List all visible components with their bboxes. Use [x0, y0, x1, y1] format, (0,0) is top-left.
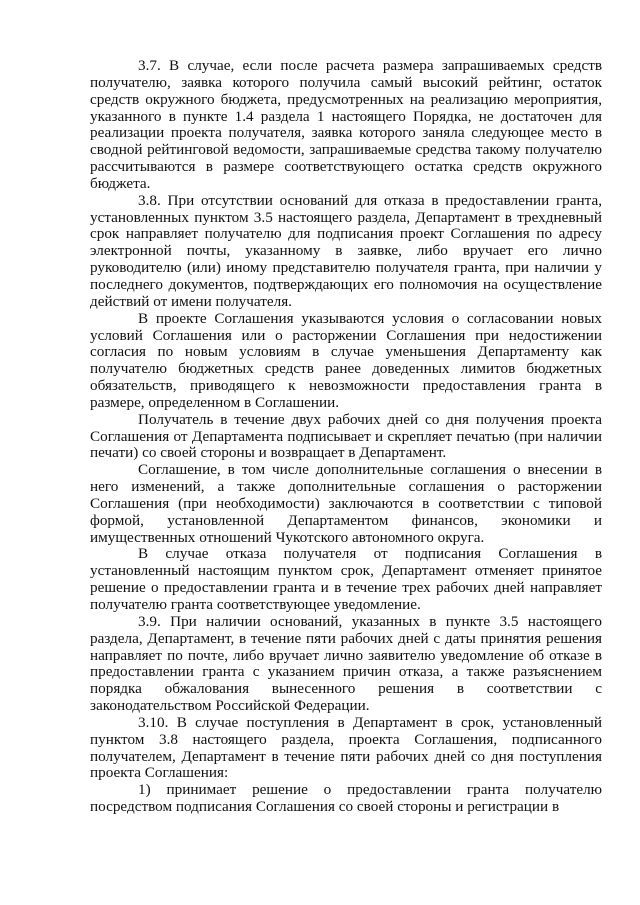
paragraph-3-9: 3.9. При наличии оснований, указанных в пункте 3.5 настоящего раздела, Департамент, в течение пяти рабочих дней с даты принятия решения направляет по почте, либо вручает лично заявителю уведомление об отказе в предоставлении гранта с указанием причин отказа, а также разъяснением порядка обжалования вынесенного решения в соответствии с законодательством Российской Федерации.	[90, 612, 602, 715]
paragraph-3-10: 3.10. В случае поступления в Департамент в срок, установленный пунктом 3.8 настоящего раздела, проекта Соглашения, подписанного получателем, Департамент в течение пяти рабочих дней со дня поступления проекта Соглашения:	[90, 713, 602, 782]
document-page	[90, 58, 602, 816]
paragraph-3-8: 3.8. При отсутствии оснований для отказа в предоставлении гранта, установленных пунктом 3.5 настоящего раздела, Департамент в трехдневный срок направляет получателю для подписания проект Соглашения по адресу электронной почты, указанному в заявке, либо вручает его лично руководителю (или) иному представителю получателя гранта, при наличии у последнего документов, подтверждающих его полномочия на осуществление действий от имени получателя.	[90, 191, 602, 310]
paragraph-refusal-to-sign: В случае отказа получателя от подписания Соглашения в установленный настоящим пунктом срок, Департамент отменяет принятое решение о предоставлении гранта и в течение трех рабочих дней направляет получателю гранта соответствующее уведомление.	[90, 545, 602, 613]
paragraph-recipient-signing: Получатель в течение двух рабочих дней со дня получения проекта Соглашения от Департамента подписывает и скрепляет печатью (при наличии печати) со своей стороны и возвращает в Департамент.	[90, 410, 602, 462]
paragraph-3-7: 3.7. В случае, если после расчета размера запрашиваемых средств получателю, заявка которого получила самый высокий рейтинг, остаток средств окружного бюджета, предусмотренных на реализацию мероприятия, указанного в пункте 1.4 раздела 1 настоящего Порядка, не достаточен для реализации проекта получателя, заявка которого заняла следующее место в сводной рейтинговой ведомости, запрашиваемые средства такому получателю рассчитываются в размере соответствующего остатка средств окружного бюджета.	[90, 57, 602, 192]
paragraph-agreement-conditions: В проекте Соглашения указываются условия о согласовании новых условий Соглашения или о расторжении Соглашения при недостижении согласия по новым условиям в случае уменьшения Департаменту как получателю бюджетных средств ранее доведенных лимитов бюджетных обязательств, приводящего к невозможности предоставления гранта в размере, определенном в Соглашении.	[90, 309, 602, 411]
paragraph-agreement-form: Соглашение, в том числе дополнительные соглашения о внесении в него изменений, а также дополнительные соглашения о расторжении Соглашения (при необходимости) заключаются в соответствии с типовой формой, установленной Департаментом финансов, экономики и имущественных отношений Чукотского автономного округа.	[90, 461, 602, 546]
paragraph-3-10-item-1: 1) принимает решение о предоставлении гранта получателю посредством подписания Соглашения со своей стороны и регистрации в	[90, 781, 602, 816]
